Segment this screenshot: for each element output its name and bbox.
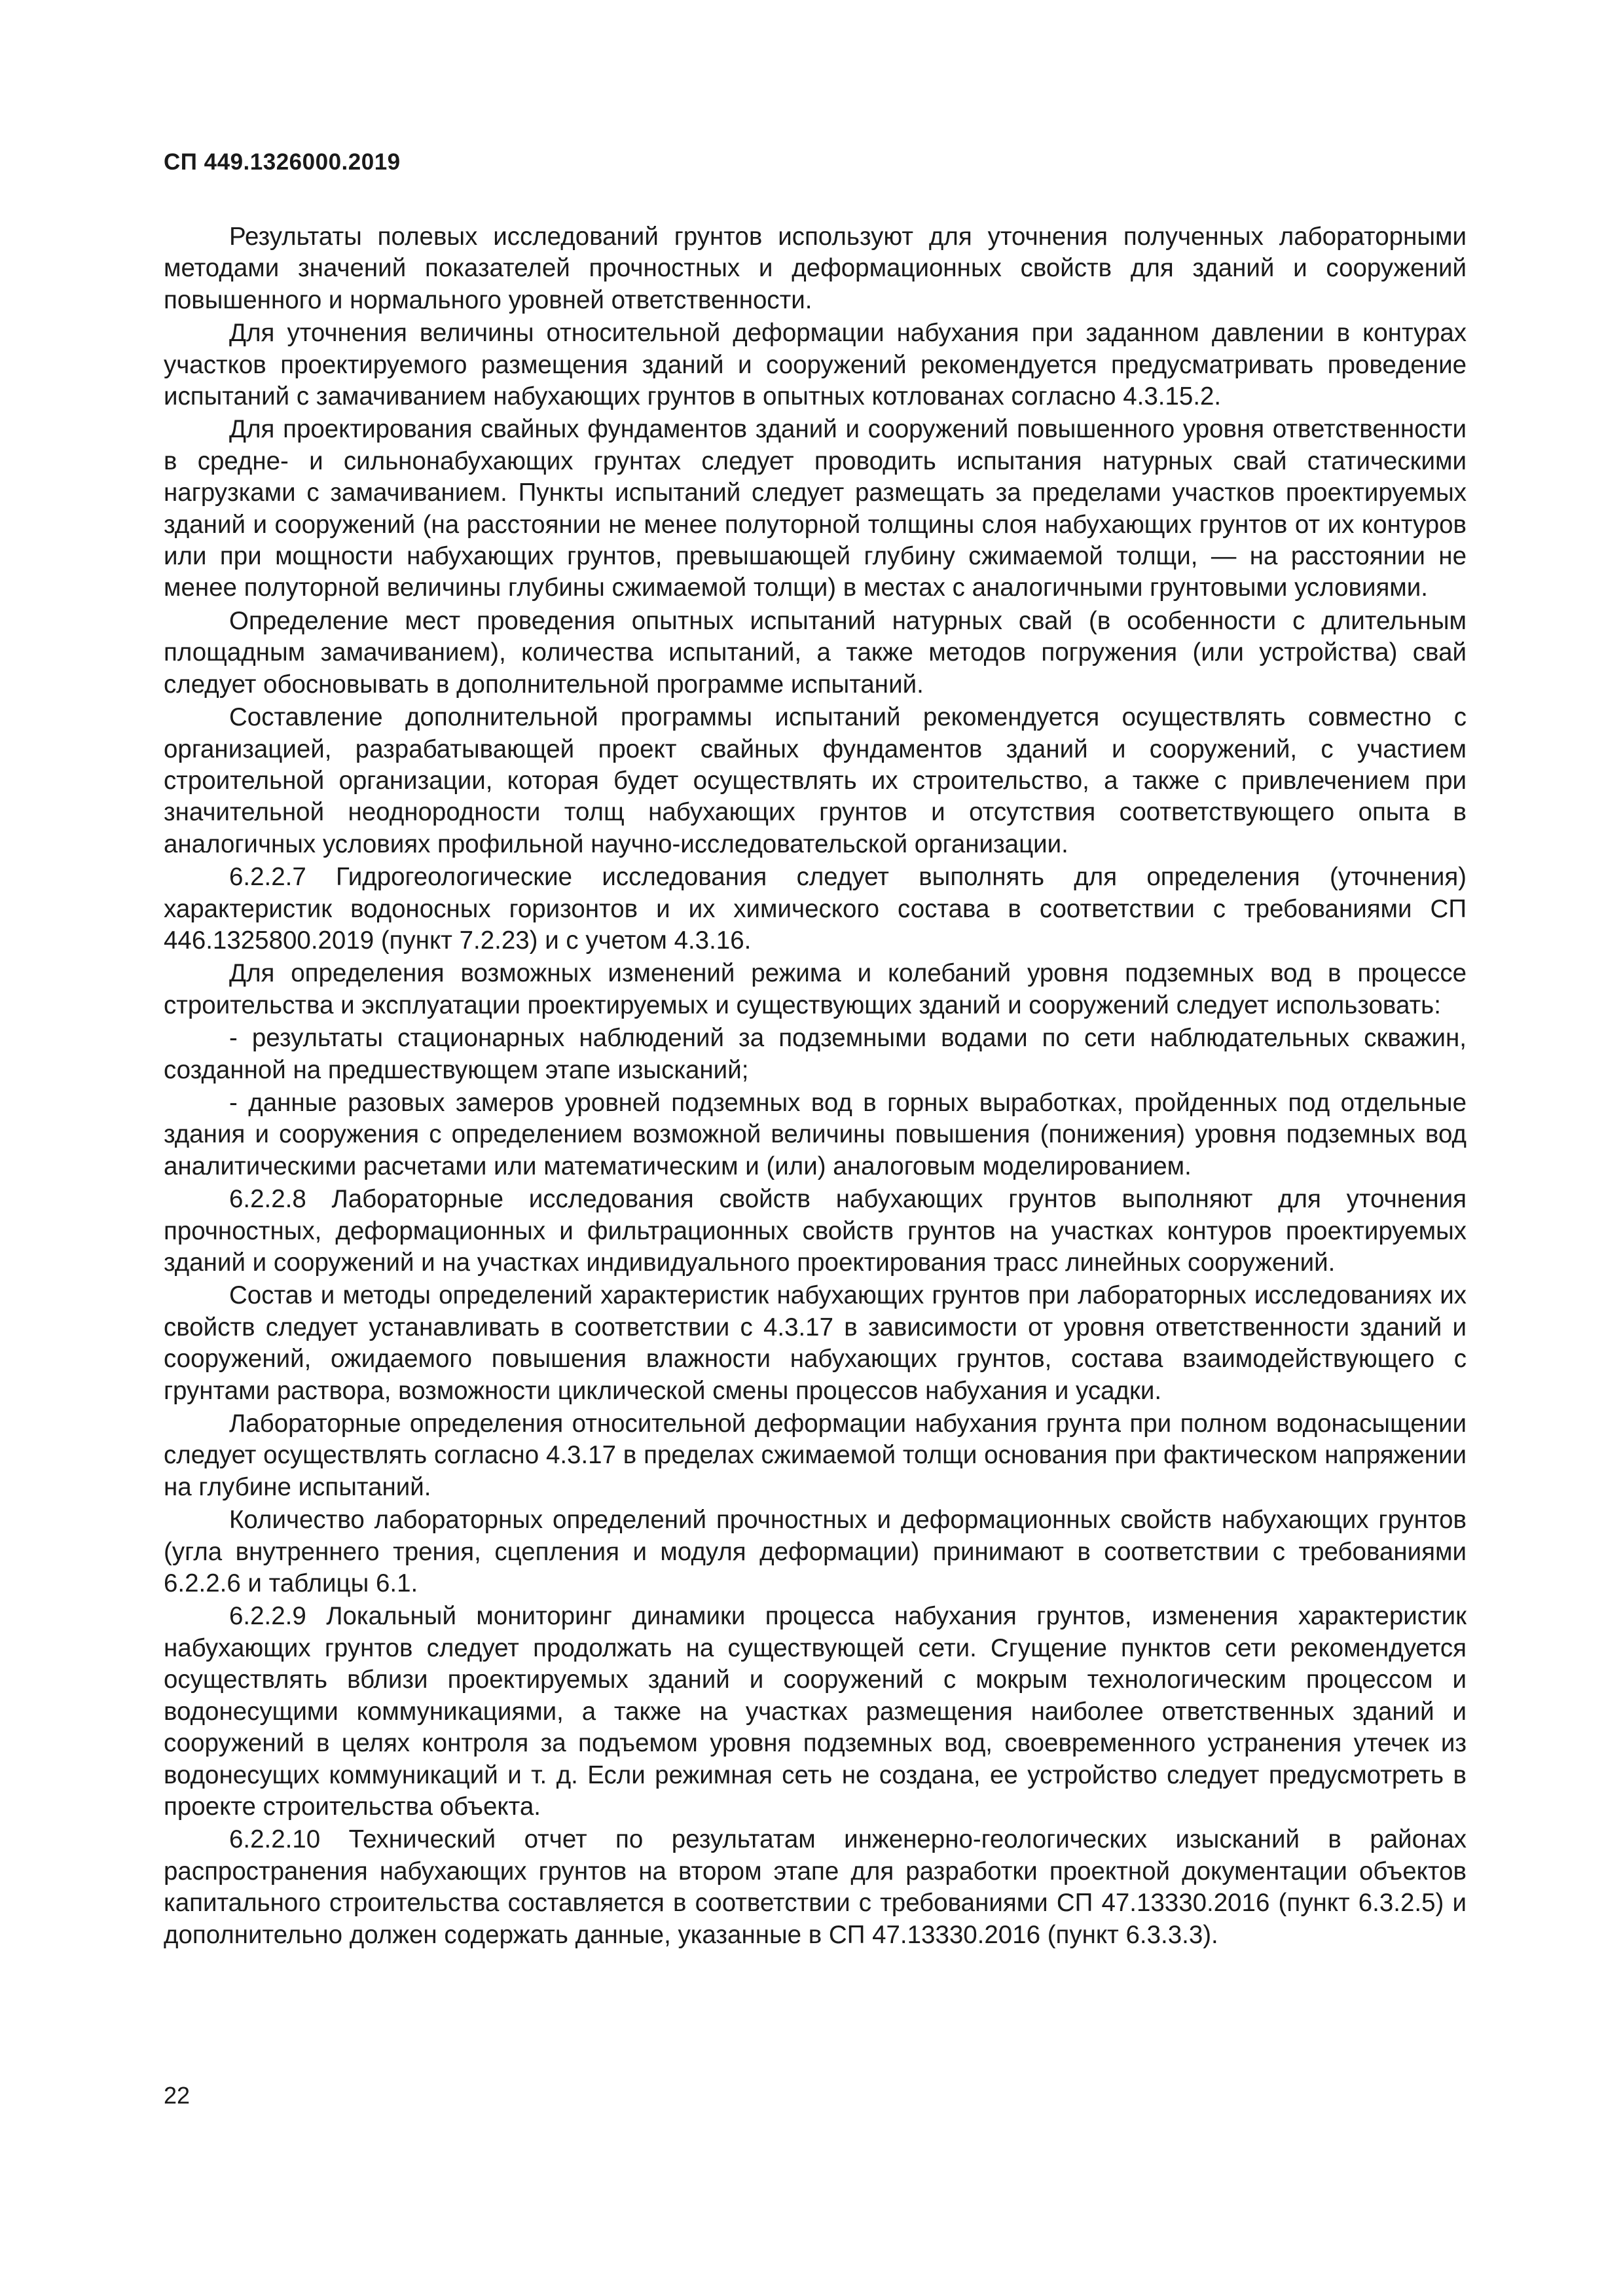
paragraph: Для уточнения величины относительной деформации набухания при заданном давлении в контурах участков проектируемого размещения зданий и сооружений рекомендуется предусматривать проведение испытаний с замачиванием набухающих грунтов в опытных котлованах согласно 4.3.15.2.: [164, 319, 1467, 411]
paragraph: Определение мест проведения опытных испытаний натурных свай (в особенности с длительным площадным замачиванием), количества испытаний, а также методов погружения (или устройства) свай следует обосновывать в дополнительной программе испытаний.: [164, 606, 1467, 699]
list-item: - результаты стационарных наблюдений за подземными водами по сети наблюдательных скважин, созданной на предшествующем этапе изысканий;: [164, 1024, 1467, 1084]
section-paragraph-6-2-2-8: 6.2.2.8 Лабораторные исследования свойств набухающих грунтов выполняют для уточнения прочностных, деформационных и фильтрационных свойств грунтов на участках контуров проектируемых зданий и сооружений и на участках индивидуального проектирования трасс линейных сооружений.: [164, 1185, 1467, 1277]
page-number: 22: [164, 2082, 191, 2109]
paragraph: Состав и методы определений характеристик набухающих грунтов при лабораторных исследованиях их свойств следует устанавливать в соответствии с 4.3.17 в зависимости от уровня ответственности зданий и сооружений, ожидаемого повышения влажности набухающих грунтов, состава взаимодействующего с грунтами раствора, возможности циклической смены процессов набухания и усадки.: [164, 1281, 1467, 1405]
document-body: [164, 221, 1467, 1952]
paragraph: Для проектирования свайных фундаментов зданий и сооружений повышенного уровня ответственности в средне- и сильнонабухающих грунтах следует проводить испытания натурных свай статическими нагрузками с замачиванием. Пункты испытаний следует размещать за пределами участков проектируемых зданий и сооружений (на расстоянии не менее полуторной толщины слоя набухающих грунтов от их контуров или при мощности набухающих грунтов, превышающей глубину сжимаемой толщи, — на расстоянии не менее полуторной величины глубины сжимаемой толщи) в местах с аналогичными грунтовыми условиями.: [164, 415, 1467, 602]
section-paragraph-6-2-2-10: 6.2.2.10 Технический отчет по результатам инженерно-геологических изысканий в районах распространения набухающих грунтов на втором этапе для разработки проектной документации объектов капитального строительства составляется в соответствии с требованиями СП 47.13330.2016 (пункт 6.3.2.5) и дополнительно должен содержать данные, указанные в СП 47.13330.2016 (пункт 6.3.3.3).: [164, 1825, 1467, 1949]
section-paragraph-6-2-2-7: 6.2.2.7 Гидрогеологические исследования следует выполнять для определения (уточнения) характеристик водоносных горизонтов и их химического состава в соответствии с требованиями СП 446.1325800.2019 (пункт 7.2.23) и с учетом 4.3.16.: [164, 863, 1467, 955]
paragraph: Лабораторные определения относительной деформации набухания грунта при полном водонасыщении следует осуществлять согласно 4.3.17 в пределах сжимаемой толщи основания при фактическом напряжении на глубине испытаний.: [164, 1410, 1467, 1501]
section-paragraph-6-2-2-9: 6.2.2.9 Локальный мониторинг динамики процесса набухания грунтов, изменения характеристик набухающих грунтов следует продолжать на существующей сети. Сгущение пунктов сети рекомендуется осуществлять вблизи проектируемых зданий и сооружений с мокрым технологическим процессом и водонесущими коммуникациями, а также на участках размещения наиболее ответственных зданий и сооружений в целях контроля за подъемом уровня подземных вод, своевременного устранения утечек из водонесущих коммуникаций и т. д. Если режимная сеть не создана, ее устройство следует предусмотреть в проекте строительства объекта.: [164, 1602, 1467, 1821]
document-code-header: СП 449.1326000.2019: [164, 149, 401, 175]
paragraph: Количество лабораторных определений прочностных и деформационных свойств набухающих грунтов (угла внутреннего трения, сцепления и модуля деформации) принимают в соответствии с требованиями 6.2.2.6 и таблицы 6.1.: [164, 1506, 1467, 1598]
paragraph: Составление дополнительной программы испытаний рекомендуется осуществлять совместно с организацией, разрабатывающей проект свайных фундаментов зданий и сооружений, с участием строительной организации, которая будет осуществлять их строительство, а также с привлечением при значительной неоднородности толщ набухающих грунтов и отсутствия соответствующего опыта в аналогичных условиях профильной научно-исследовательской организации.: [164, 703, 1467, 858]
paragraph: Результаты полевых исследований грунтов используют для уточнения полученных лабораторными методами значений показателей прочностных и деформационных свойств для зданий и сооружений повышенного и нормального уровней ответственности.: [164, 223, 1467, 314]
list-item: - данные разовых замеров уровней подземных вод в горных выработках, пройденных под отдельные здания и сооружения с определением возможной величины повышения (понижения) уровня подземных вод аналитическими расчетами или математическим и (или) аналоговым моделированием.: [164, 1088, 1467, 1180]
paragraph: Для определения возможных изменений режима и колебаний уровня подземных вод в процессе строительства и эксплуатации проектируемых и существующих зданий и сооружений следует использовать:: [164, 959, 1467, 1019]
